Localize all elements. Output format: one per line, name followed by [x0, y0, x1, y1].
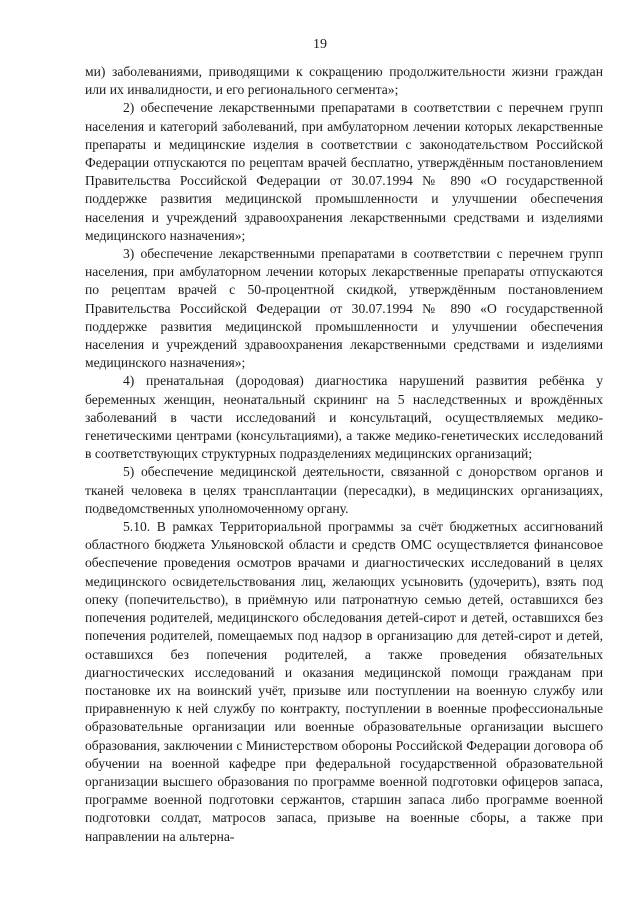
paragraph-section-5-10: 5.10. В рамках Территориальной программы за счёт бюджетных ассигнований областного бюджета Ульяновской области и средств ОМС осуществляется финансовое обеспечение проведения осмотров врачами и диагностических исследований в целях медицинского освидетельствования лиц, желающих усыновить (удочерить), взять под опеку (попечительство), в приёмную или патронатную семью детей, оставшихся без попечения родителей, медицинского обследования детей-сирот и детей, оставшихся без попечения родителей, помещаемых под надзор в организацию для детей-сирот и детей, оставшихся без попечения родителей, а также проведения обязательных диагностических исследований и оказания медицинской помощи гражданам при постановке их на воинский учёт, призыве или поступлении на военную службу или приравненную к ней службу по контракту, поступлении в военные профессиональные образовательные организации или военные образовательные организации высшего образования, заключении с Министерством обороны Российской Федерации договора об обучении на военной кафедре при федеральной государственной образовательной организации высшего образования по программе военной подготовки офицеров запаса, программе военной подготовки сержантов, старшин запаса либо программе военной подготовки солдат, матросов запаса, призыве на военные сборы, а также при направлении на альтерна-: [85, 519, 603, 844]
paragraph-item-5: 5) обеспечение медицинской деятельности, связанной с донорством органов и тканей человека в целях трансплантации (пересадки), в медицинских организациях, подведомственных уполномоченному органу.: [85, 464, 603, 516]
paragraph-item-2: 2) обеспечение лекарственными препаратами в соответствии с перечнем групп населения и категорий заболеваний, при амбулаторном лечении которых лекарственные препараты и медицинские изделия в соответствии с законодательством Российской Федерации отпускаются по рецептам врачей бесплатно, утверждённым постановлением Правительства Российской Федерации от 30.07.1994 № 890 «О государственной поддержке развития медицинской промышленности и улучшении обеспечения населения и учреждений здравоохранения лекарственными средствами и изделиями медицинского назначения»;: [85, 100, 603, 243]
paragraph-item-3: 3) обеспечение лекарственными препаратами в соответствии с перечнем групп населения, при амбулаторном лечении которых лекарственные препараты отпускаются по рецептам врачей с 50-процентной скидкой, утверждённым постановлением Правительства Российской Федерации от 30.07.1994 № 890 «О государственной поддержке развития медицинской промышленности и улучшении обеспечения населения и учреждений здравоохранения лекарственными средствами и изделиями медицинского назначения»;: [85, 246, 603, 371]
paragraph-item-4: 4) пренатальная (дородовая) диагностика нарушений развития ребёнка у беременных женщин, неонатальный скрининг на 5 наследственных и врождённых заболеваний в части исследований и консультаций, осуществляемых медико-генетическими центрами (консультациями), а также медико-генетических исследований в соответствующих структурных подразделениях медицинских организаций;: [85, 373, 603, 462]
page-number: 19: [313, 37, 327, 52]
paragraph-continuation: ми) заболеваниями, приводящими к сокращению продолжительности жизни граждан или их инвалидности, и его регионального сегмента»;: [85, 64, 603, 98]
document-body: [85, 63, 603, 846]
